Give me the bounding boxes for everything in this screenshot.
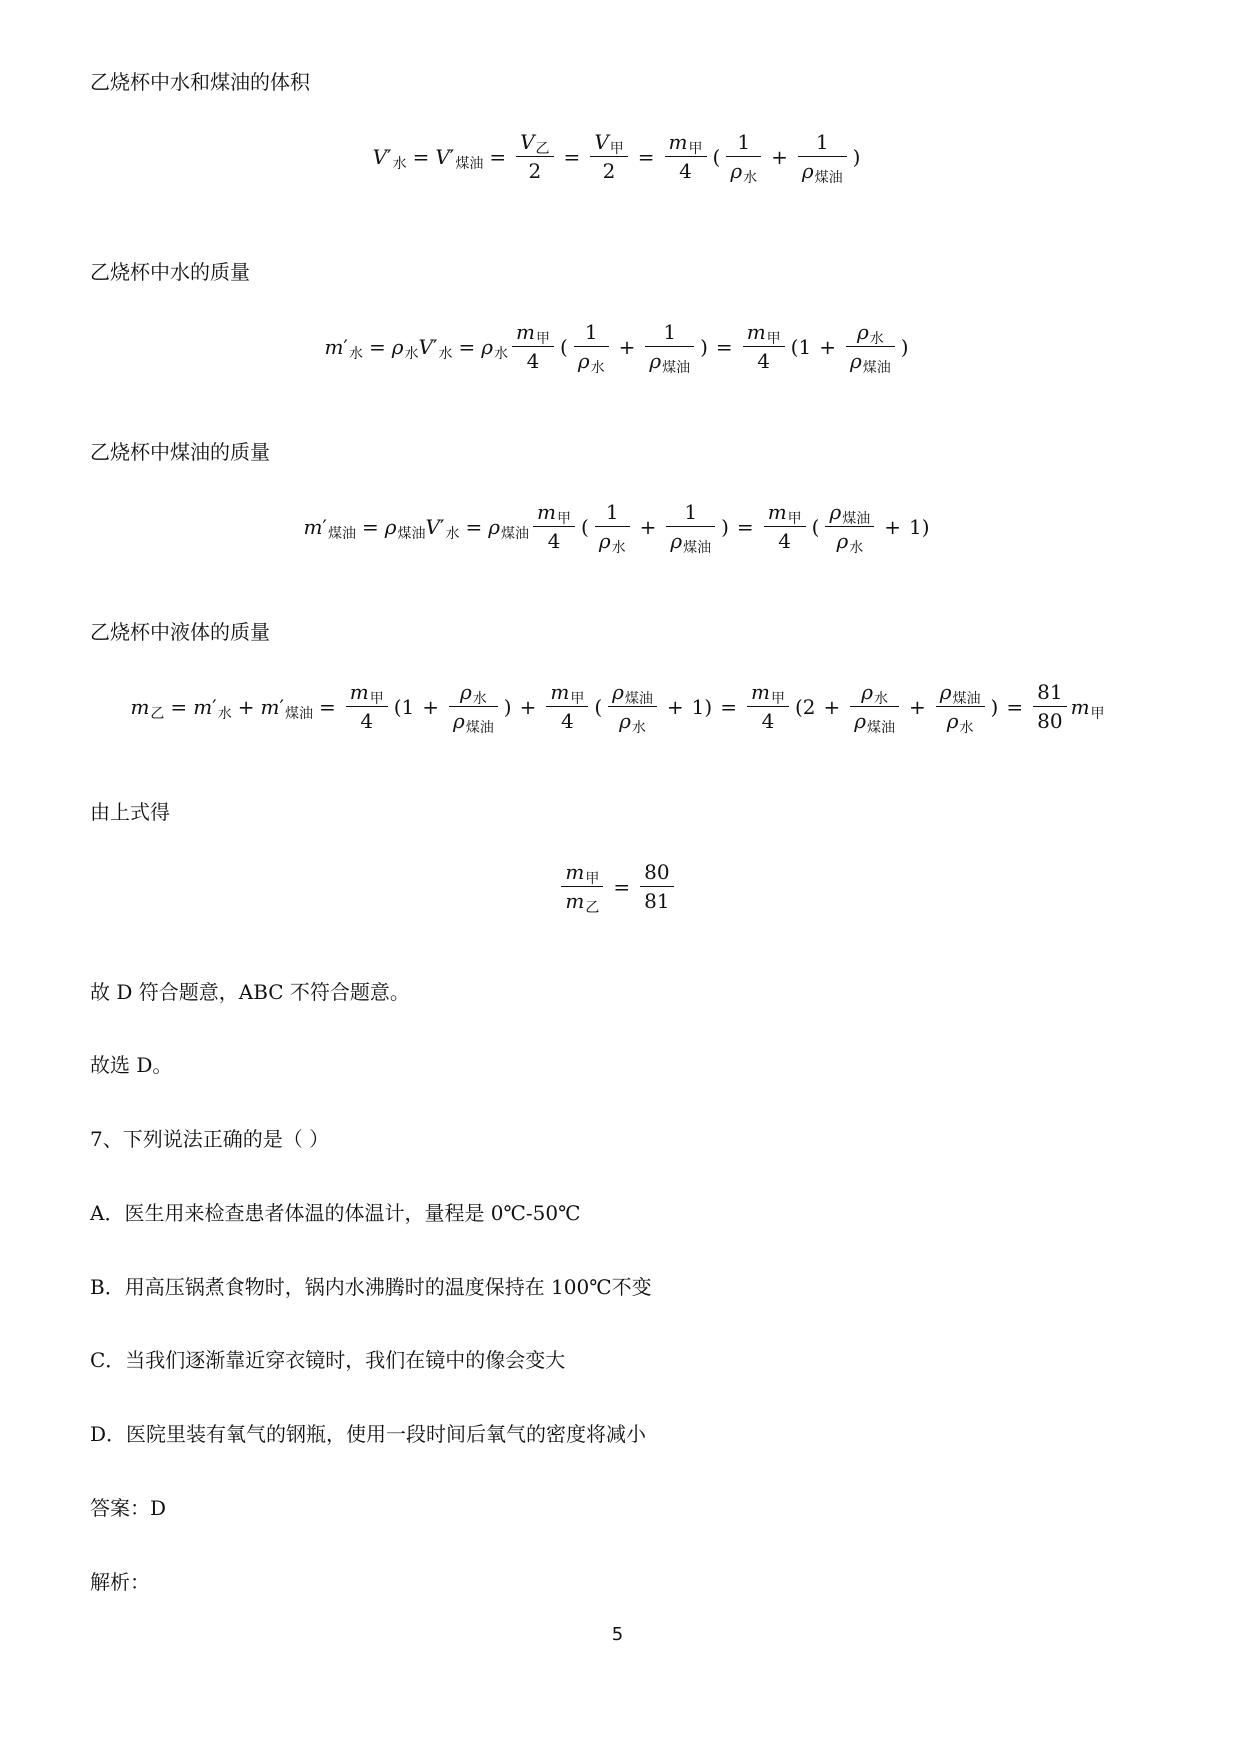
text-volume-heading: 乙烧杯中水和煤油的体积 xyxy=(90,70,310,94)
equation-ratio: m 甲 m 乙 = $\frac{80}{81}$ xyxy=(0,858,1235,915)
text-liquid-mass-heading: 乙烧杯中液体的质量 xyxy=(90,620,270,644)
analysis-label: 解析： xyxy=(90,1570,150,1594)
equation-oil-mass: m ′ 煤油 = ρ 煤油 V ′ 水 = ρ 煤油 m 甲 4 ( 1 ρ 水 + 1 ρ 煤油 ) = m 甲 4 ( ρ 煤油 ρ 水 + 1) xyxy=(303,500,930,556)
text-water-mass-heading: 乙烧杯中水的质量 xyxy=(90,260,250,284)
page-number: 5 xyxy=(611,1624,624,1645)
option-b: B．用高压锅煮食物时，锅内水沸腾时的温度保持在 100℃不变 xyxy=(90,1275,652,1299)
option-c: C．当我们逐渐靠近穿衣镜时，我们在镜中的像会变大 xyxy=(90,1348,566,1372)
text-choice: 故选 D。 xyxy=(90,1053,173,1077)
equation-liquid-mass: m 乙 = m ′ 水 + m ′ 煤油 = m 甲 4 (1 + ρ 水 ρ 煤油 ) + m 甲 4 ( ρ 煤油 ρ 水 + 1) = m 甲 4 (2 + ρ 水 ρ 煤油 + ρ 煤油 ρ 水 ) = $\frac{81}{80}$ m 甲 xyxy=(130,680,1105,736)
equation-volume: V ′ 水 = V ′ 煤油 = V 乙 2 = V 甲 2 = m 甲 4 ( 1 ρ 水 + 1 ρ 煤油 ) xyxy=(372,130,861,186)
text-derive-heading: 由上式得 xyxy=(90,800,170,824)
text-oil-mass-heading: 乙烧杯中煤油的质量 xyxy=(90,440,270,464)
text-conclusion: 故 D 符合题意，ABC 不符合题意。 xyxy=(90,980,410,1004)
option-a: A．医生用来检查患者体温的体温计，量程是 0℃-50℃ xyxy=(90,1201,581,1225)
answer: 答案：D xyxy=(90,1496,167,1520)
equation-water-mass: m ′ 水 = ρ 水 V ′ 水 = ρ 水 m 甲 4 ( 1 ρ 水 + 1 ρ 煤油 ) = m 甲 4 (1 + ρ 水 ρ 煤油 ) xyxy=(324,320,909,376)
option-d: D．医院里装有氧气的钢瓶，使用一段时间后氧气的密度将减小 xyxy=(90,1422,647,1446)
question-7: 7、下列说法正确的是（ ） xyxy=(90,1127,330,1151)
